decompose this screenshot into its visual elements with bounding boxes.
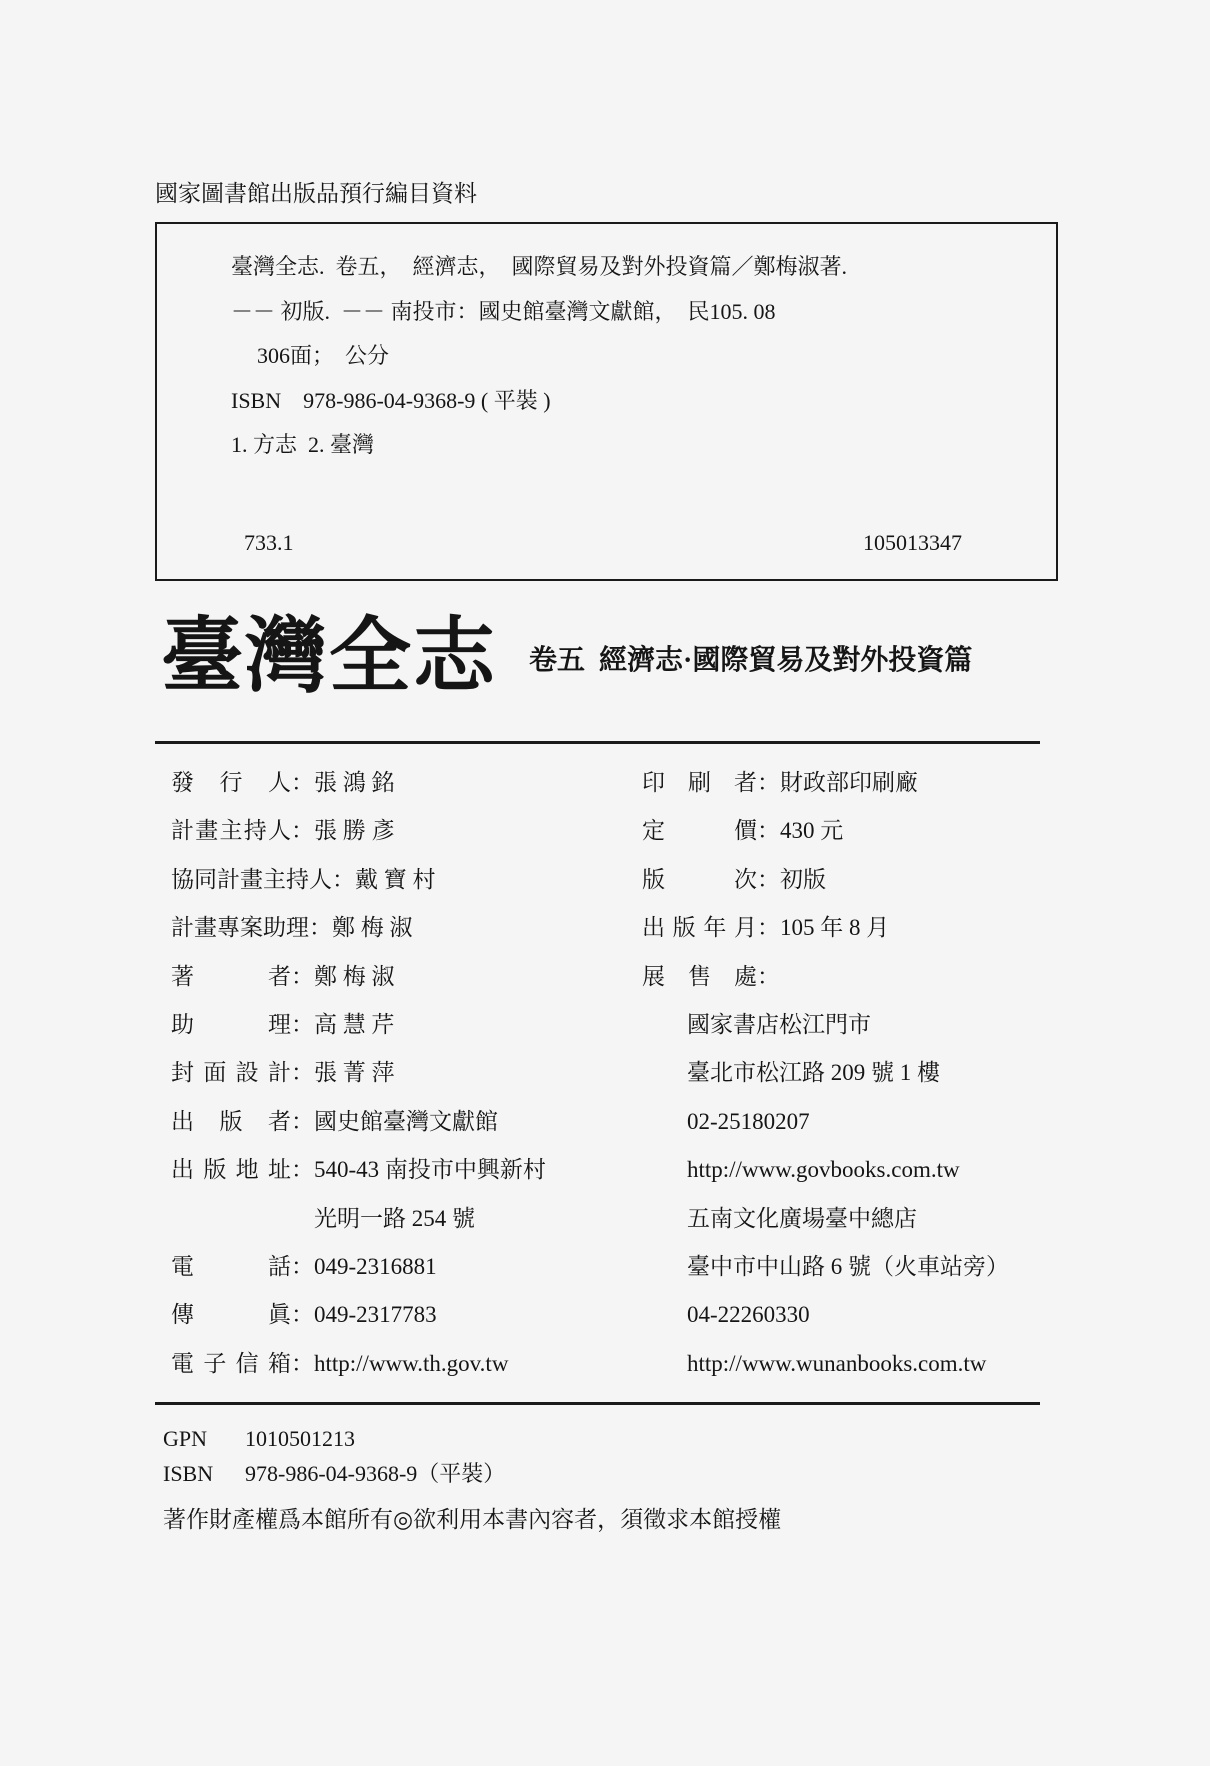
imprint-value: 105 年 8 月 [780, 915, 890, 941]
imprint-colon: ： [757, 770, 780, 795]
imprint-row-project-assistant [171, 904, 546, 952]
isbn-line [163, 1460, 505, 1488]
imprint-colon: ： [332, 866, 355, 892]
imprint-row-edition [642, 856, 1009, 904]
imprint-row-sales-outlets [642, 953, 1009, 1001]
copyright-notice: 著作財產權爲本館所有◎欲利用本書內容者，須徵求本館授權 [163, 1507, 782, 1532]
imprint-colon: ： [757, 963, 780, 989]
imprint-row-issuer [171, 759, 546, 807]
imprint-colon: ： [757, 915, 780, 941]
cip-heading: 國家圖書館出版品預行編目資料 [155, 181, 477, 206]
cip-line-edition: －－ 初版. －－ 南投市：國史館臺灣文獻館， 民105. 08 [231, 298, 776, 324]
imprint-row-telephone [171, 1243, 546, 1291]
outlet-line: 五南文化廣場臺中總店 [687, 1205, 917, 1231]
imprint-label: 定價 [642, 818, 757, 844]
imprint-label: 出版年月 [642, 915, 757, 941]
imprint-row-website [171, 1340, 546, 1388]
imprint-colon: ： [291, 1060, 314, 1086]
imprint-label: 電話 [171, 1253, 291, 1279]
imprint-value: http://www.th.gov.tw [314, 1350, 509, 1376]
gpn-value: 1010501213 [245, 1426, 355, 1451]
imprint-row-price [642, 807, 1009, 855]
imprint-value: 光明一路 254 號 [314, 1205, 475, 1231]
cip-line-extent: 306面； 公分 [257, 343, 390, 369]
imprint-label: 封面設計 [171, 1060, 291, 1086]
cip-line-isbn: ISBN 978-986-04-9368-9 ( 平裝 ) [231, 387, 551, 413]
cip-record-box [155, 222, 1058, 581]
imprint-label: 著者 [171, 963, 291, 989]
imprint-row-address-continued [171, 1195, 546, 1243]
imprint-label: 展售處 [642, 963, 757, 989]
imprint-row-author [171, 953, 546, 1001]
imprint-value: 國史館臺灣文獻館 [314, 1108, 498, 1134]
imprint-colon: ： [291, 818, 314, 844]
imprint-value: 張 菁 萍 [314, 1060, 395, 1086]
cip-classification-number: 733.1 [244, 530, 294, 555]
outlet-line: 04-22260330 [687, 1302, 810, 1328]
imprint-row-co-director [171, 856, 546, 904]
imprint-label: 協同計畫主持人 [171, 866, 332, 892]
imprint-label: 傳眞 [171, 1302, 291, 1328]
imprint-label: 計畫主持人 [171, 818, 291, 844]
cip-record-lines [231, 245, 847, 468]
imprint-label: 出版者 [171, 1108, 291, 1134]
imprint-label: 電子信箱 [171, 1350, 291, 1376]
imprint-right-column [642, 759, 1009, 1388]
outlet-line: 國家書店松江門市 [687, 1011, 871, 1037]
imprint-value: 財政部印刷廠 [780, 770, 918, 795]
imprint-colon: ： [291, 1350, 314, 1376]
imprint-colon: ： [291, 1253, 314, 1279]
outlet-line: 臺中市中山路 6 號（火車站旁） [687, 1253, 1009, 1279]
imprint-row-publisher-address [171, 1146, 546, 1194]
outlet-line: 02-25180207 [687, 1108, 810, 1134]
imprint-row-project-director [171, 807, 546, 855]
cip-record-number: 105013347 [863, 530, 962, 555]
imprint-value: 張 鴻 銘 [314, 770, 395, 795]
imprint-left-column [171, 759, 546, 1388]
imprint-colon: ： [291, 1157, 314, 1183]
cip-line-subjects: 1. 方志 2. 臺灣 [231, 432, 375, 458]
imprint-value: 鄭 梅 淑 [332, 915, 413, 941]
imprint-colon: ： [291, 770, 314, 795]
imprint-label: 印刷者 [642, 770, 757, 795]
volume-subtitle: 卷五 經濟志·國際貿易及對外投資篇 [529, 645, 973, 676]
imprint-colon: ： [291, 963, 314, 989]
gpn-line [163, 1425, 355, 1453]
imprint-value: 鄭 梅 淑 [314, 963, 395, 989]
imprint-row-publication-date [642, 904, 1009, 952]
isbn-label: ISBN [163, 1461, 214, 1486]
imprint-value: 430 元 [780, 818, 844, 844]
imprint-label: 發行人 [171, 770, 291, 795]
imprint-label: 計畫專案助理 [171, 915, 309, 941]
imprint-row-fax [171, 1291, 546, 1339]
imprint-value: 高 慧 芹 [314, 1011, 395, 1037]
imprint-row-publisher [171, 1098, 546, 1146]
imprint-label: 出版地址 [171, 1157, 291, 1183]
imprint-colon: ： [757, 866, 780, 892]
imprint-value: 張 勝 彥 [314, 818, 395, 844]
imprint-value: 初版 [780, 866, 826, 892]
imprint-label: 版次 [642, 866, 757, 892]
outlet-line: http://www.govbooks.com.tw [687, 1157, 960, 1183]
series-title-calligraphy: 臺灣全志 [161, 611, 498, 702]
gpn-label: GPN [163, 1426, 208, 1451]
imprint-row-assistant [171, 1001, 546, 1049]
imprint-label: 助理 [171, 1011, 291, 1037]
divider-top [155, 741, 1040, 744]
divider-bottom [155, 1402, 1040, 1405]
imprint-colon: ： [291, 1302, 314, 1328]
imprint-value: 049-2317783 [314, 1302, 437, 1328]
imprint-colon: ： [309, 915, 332, 941]
isbn-value: 978-986-04-9368-9（平裝） [245, 1461, 506, 1486]
imprint-value: 540-43 南投市中興新村 [314, 1157, 546, 1183]
imprint-colon: ： [291, 1108, 314, 1134]
imprint-row-cover-design [171, 1049, 546, 1097]
imprint-value: 戴 寶 村 [355, 866, 436, 892]
imprint-row-printer [642, 759, 1009, 807]
imprint-value: 049-2316881 [314, 1253, 437, 1279]
imprint-colon: ： [291, 1011, 314, 1037]
imprint-colon: ： [757, 818, 780, 844]
cip-line-title: 臺灣全志. 卷五， 經濟志， 國際貿易及對外投資篇／鄭梅淑著. [231, 254, 848, 279]
outlet-line: http://www.wunanbooks.com.tw [687, 1350, 987, 1376]
outlet-line: 臺北市松江路 209 號 1 樓 [687, 1060, 940, 1086]
